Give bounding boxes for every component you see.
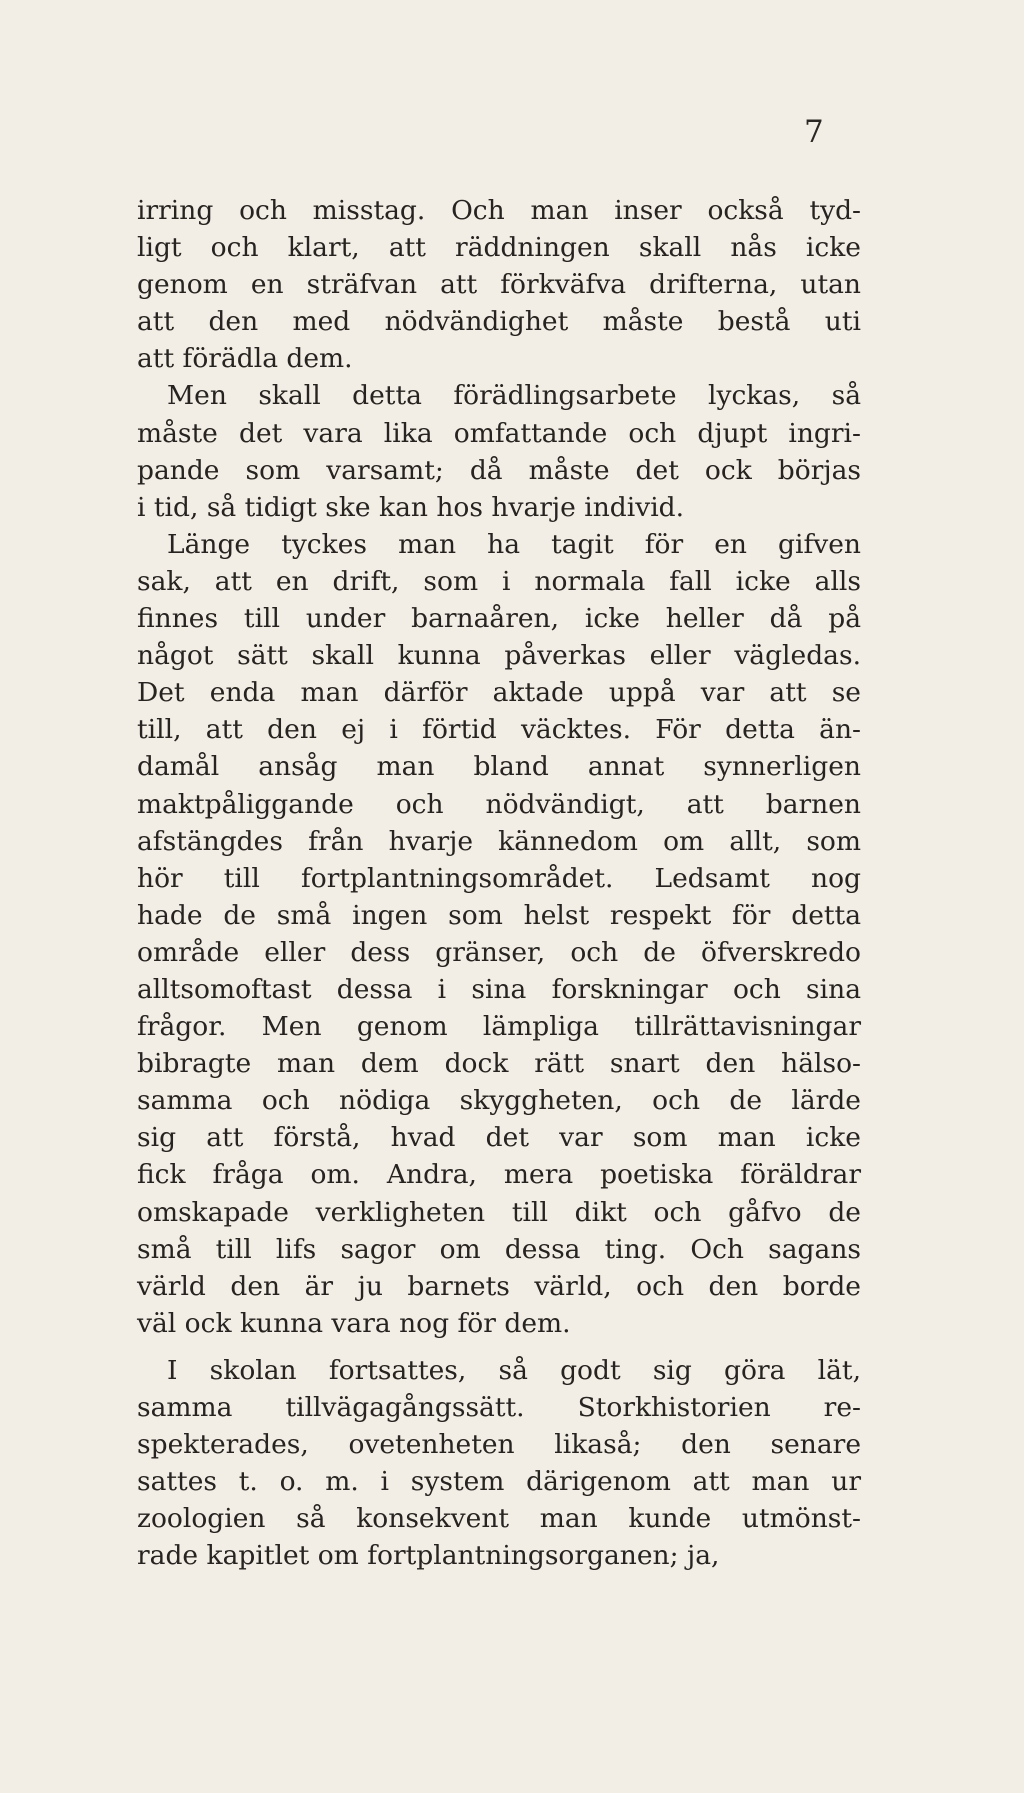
paragraph: [137, 526, 861, 1342]
text-line: hade de små ingen som helst respekt för detta: [137, 899, 861, 931]
paragraph: [137, 192, 861, 377]
text-line: att den med nödvändighet måste bestå uti: [137, 306, 861, 338]
body-text: [137, 192, 861, 1574]
text-line: frågor. Men genom lämpliga tillrättavisningar: [137, 1011, 861, 1043]
page-number: 7: [804, 114, 824, 150]
text-line: omskapade verkligheten till dikt och gåfvo de: [137, 1196, 861, 1228]
text-line: damål ansåg man bland annat synnerligen: [137, 751, 861, 783]
text-line: samma tillvägagångssätt. Storkhistorien re-: [137, 1392, 861, 1423]
text-line: sattes t. o. m. i system därigenom att man ur: [137, 1466, 861, 1498]
text-line: finnes till under barnaåren, icke heller då på: [137, 603, 861, 635]
text-line: Länge tyckes man ha tagit för en gifven: [167, 528, 861, 560]
text-line: maktpåliggande och nödvändigt, att barnen: [137, 788, 861, 820]
text-line: spekterades, ovetenheten likaså; den senare: [137, 1429, 861, 1461]
paragraph: [137, 377, 861, 525]
text-line: något sätt skall kunna påverkas eller vägledas.: [137, 640, 861, 672]
text-line: område eller dess gränser, och de öfverskredo: [137, 936, 861, 968]
text-line: zoologien så konsekvent man kunde utmönst-: [137, 1503, 861, 1535]
text-line: sak, att en drift, som i normala fall icke alls: [137, 565, 861, 597]
text-line: Men skall detta förädlingsarbete lyckas, så: [167, 380, 861, 412]
text-line: samma och nödiga skyggheten, och de lärde: [137, 1085, 861, 1117]
text-line: afstängdes från hvarje kännedom om allt, som: [137, 825, 861, 857]
text-line: rade kapitlet om fortplantningsorganen; ja,: [137, 1540, 720, 1572]
text-line: Det enda man därför aktade uppå var att se: [137, 677, 861, 709]
text-line: I skolan fortsattes, så godt sig göra lät,: [167, 1354, 861, 1386]
text-line: irring och misstag. Och man inser också tyd-: [137, 195, 861, 226]
text-line: små till lifs sagor om dessa ting. Och sagans: [137, 1233, 861, 1265]
text-line: att förädla dem.: [137, 343, 353, 375]
text-line: alltsomoftast dessa i sina forskningar och sina: [137, 973, 861, 1005]
text-line: väl ock kunna vara nog för dem.: [137, 1307, 571, 1339]
text-line: genom en sträfvan att förkväfva drifterna, utan: [137, 269, 861, 301]
paragraph: [137, 1352, 861, 1575]
text-line: pande som varsamt; då måste det ock börjas: [137, 454, 861, 486]
text-line: bibragte man dem dock rätt snart den hälso-: [137, 1048, 861, 1080]
text-line: i tid, så tidigt ske kan hos hvarje individ.: [137, 491, 685, 523]
text-line: ligt och klart, att räddningen skall nås icke: [137, 232, 861, 264]
text-line: måste det vara lika omfattande och djupt ingri-: [137, 417, 861, 449]
text-line: hör till fortplantningsområdet. Ledsamt nog: [137, 862, 861, 894]
text-line: sig att förstå, hvad det var som man icke: [137, 1122, 861, 1154]
text-line: värld den är ju barnets värld, och den borde: [137, 1270, 861, 1302]
text-line: till, att den ej i förtid väcktes. För detta än-: [137, 714, 861, 746]
text-line: fick fråga om. Andra, mera poetiska föräldrar: [137, 1159, 861, 1191]
